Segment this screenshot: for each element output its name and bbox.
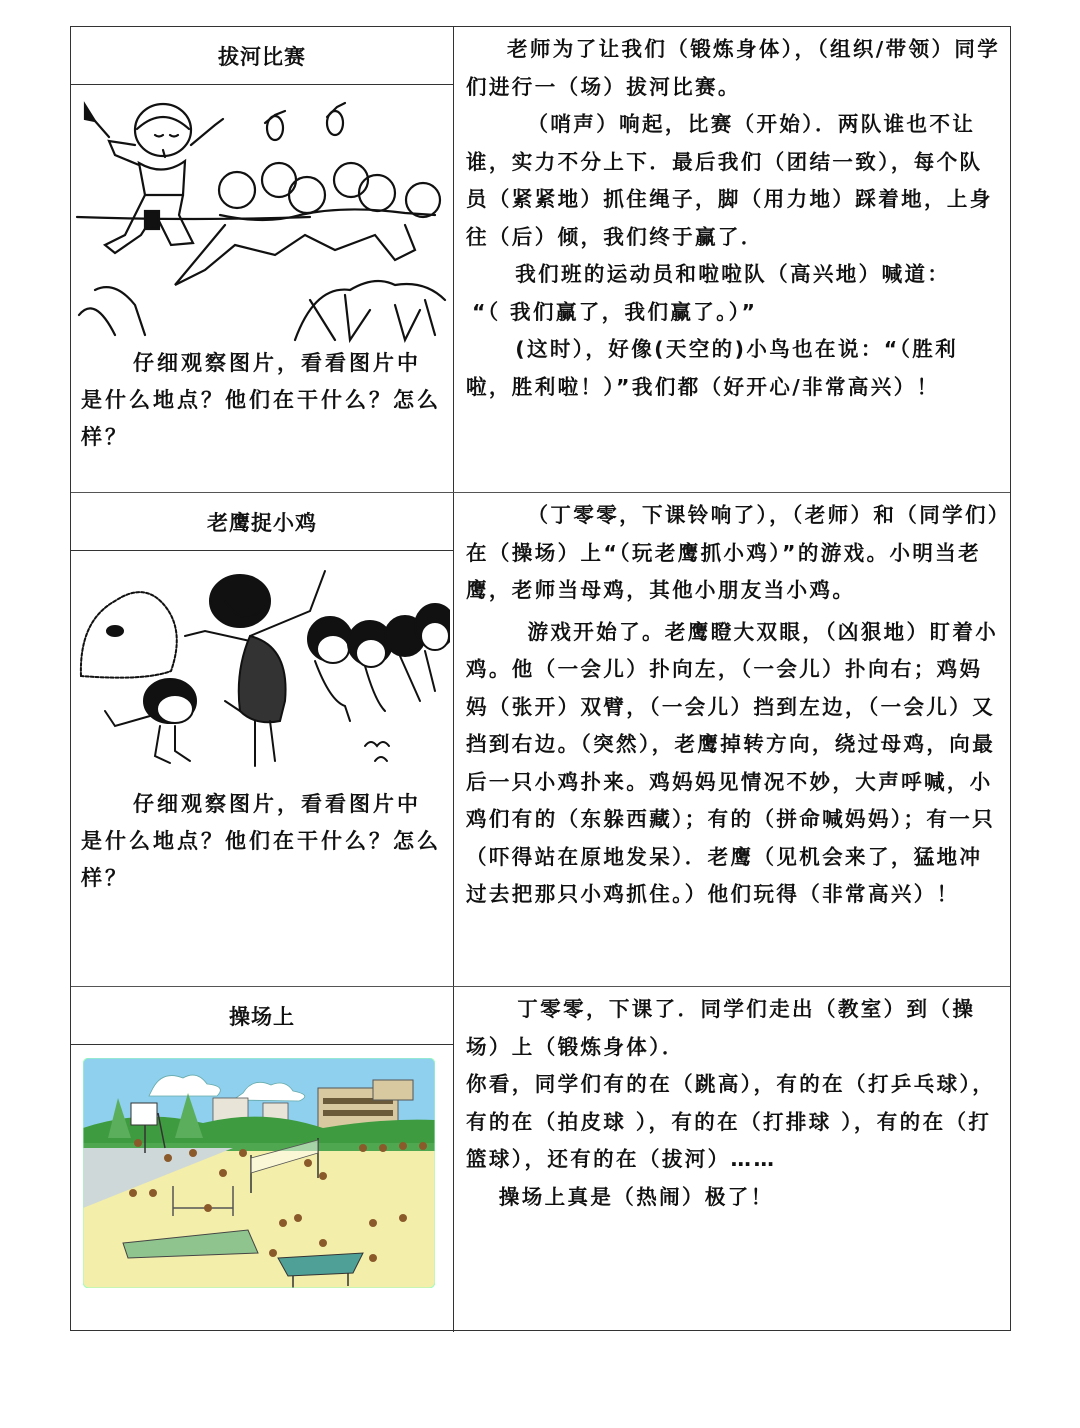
story-paragraph: “（ 我们赢了，我们赢了。）” (472, 299, 758, 324)
story-paragraph: 你看，同学们有的在（跳高），有的在（打乒乓球），有的在（拍皮球 ），有的在（打排球 ），有的在（打篮球），还有的在（拔河）…… (466, 1072, 996, 1171)
observation-prompt: 仔细观察图片，看看图片中是什么地点？他们在干什么？怎么样？ (81, 351, 441, 449)
row-title: 操场上 (71, 987, 453, 1045)
picture-cell (71, 493, 454, 986)
story-paragraph: 操场上真是（热闹）极了！ (498, 1184, 774, 1209)
story-cell (454, 27, 1010, 492)
row-eagle-chicks (71, 492, 1010, 986)
story-paragraph: (这时），好像(天空的)小鸟也在说：“（胜利啦，胜利啦！）”我们都（好开心/非常高兴）！ (466, 337, 959, 399)
story-paragraph: 丁零零，下课了．同学们走出（教室）到（操场）上（锻炼身体）． (466, 997, 976, 1059)
tug-of-war-illustration (75, 85, 449, 345)
eagle-chicks-illustration (75, 551, 449, 776)
picture-cell (71, 987, 454, 1332)
row-tug-of-war (71, 27, 1010, 492)
observation-prompt: 仔细观察图片，看看图片中是什么地点？他们在干什么？怎么样？ (81, 792, 441, 890)
row-title: 老鹰捉小鸡 (71, 493, 453, 551)
story-cell (454, 987, 1010, 1332)
row-title: 拔河比赛 (71, 27, 453, 85)
story-paragraph: 游戏开始了。老鹰瞪大双眼，（凶狠地）盯着小鸡。他（一会儿）扑向左，（一会儿）扑向右；鸡妈妈（张开）双臂，（一会儿）挡到左边，（一会儿）又挡到右边。（突然），老鹰掉转方向，绕过母鸡，向最后一只小鸡扑来。鸡妈妈见情况不妙，大声呼喊，小鸡们有的（东躲西藏）；有的（拼命喊妈妈）；有一只（吓得站在原地发呆）．老鹰（见机会来了，猛地冲过去把那只小鸡抓住。）他们玩得（非常高兴）！ (466, 619, 999, 906)
picture-cell (71, 27, 454, 492)
story-paragraph: 我们班的运动员和啦啦队（高兴地）喊道： (515, 262, 951, 286)
playground-illustration (83, 1058, 437, 1298)
story-paragraph: 老师为了让我们（锻炼身体），（组织/带领）同学们进行一（场）拔河比赛。 (466, 37, 1001, 99)
worksheet-table (70, 26, 1011, 1331)
row-playground (71, 986, 1010, 1332)
story-paragraph: （哨声）响起，比赛（开始）．两队谁也不让谁，实力不分上下．最后我们（团结一致），每个队员（紧紧地）抓住绳子，脚（用力地）踩着地，上身往（后）倾，我们终于赢了． (466, 112, 993, 249)
story-paragraph: （丁零零，下课铃响了），（老师）和（同学们）在（操场）上“（玩老鹰抓小鸡）”的游戏。小明当老鹰，老师当母鸡，其他小朋友当小鸡。 (466, 503, 1001, 602)
story-cell (454, 493, 1010, 986)
